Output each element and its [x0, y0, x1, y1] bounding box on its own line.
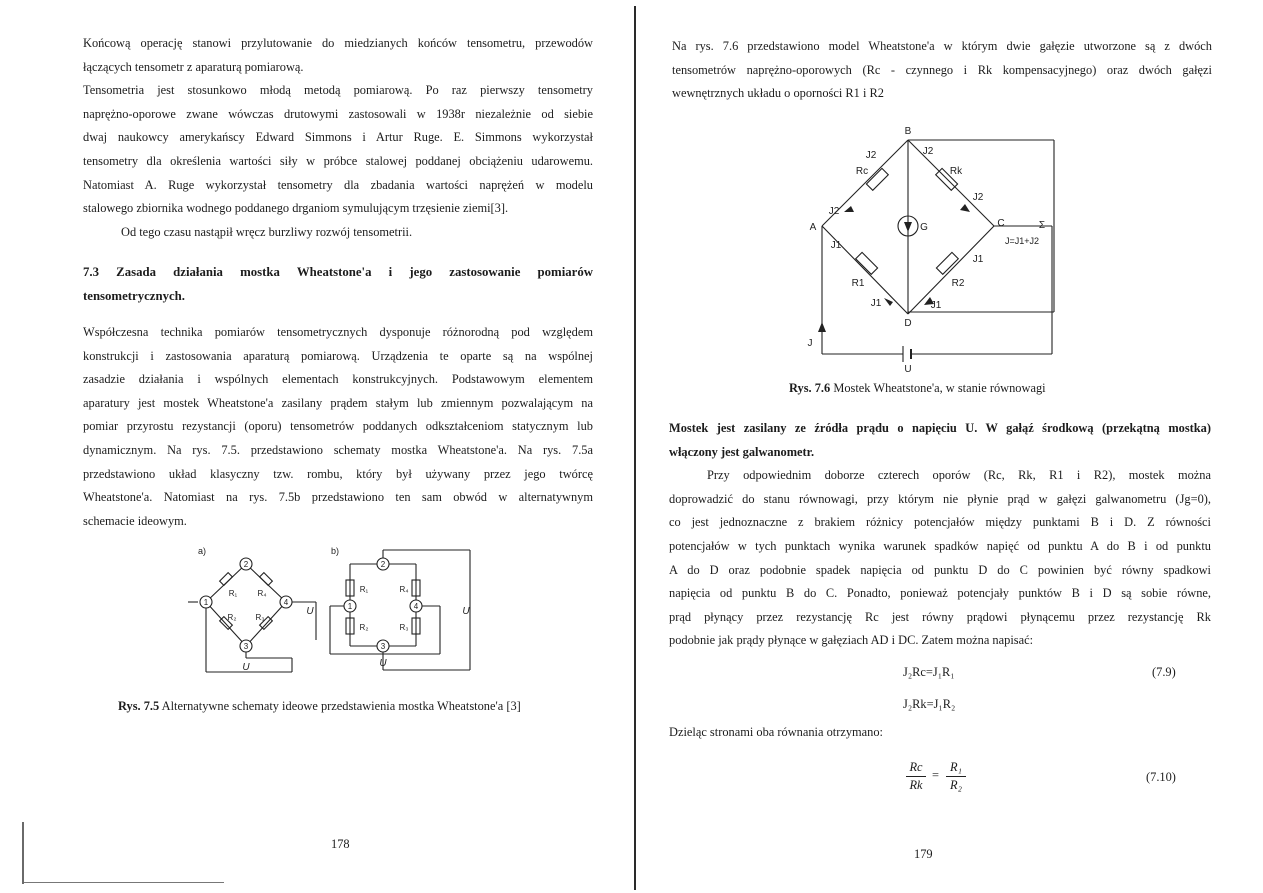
equation-7-9-b: J₂Rk=J₁R₂: [903, 697, 956, 711]
fraction-left: [906, 760, 926, 793]
source-label: U: [242, 662, 250, 673]
fraction-right: [946, 760, 966, 793]
node-c-label: C: [997, 218, 1005, 229]
text-line: konstrukcji i zastosowania aparaturą pomiarową. Urządzenia te oparte są na wspólnej: [83, 348, 593, 363]
text-line: tensometry dla określenia wartości siły w próbce stalowej poddanej obciążeniu udarowemu.: [83, 153, 593, 168]
current-sum-label: J=J1+J2: [1004, 236, 1040, 246]
current-j2-label: J2: [828, 206, 840, 217]
node-label: 1: [203, 598, 209, 607]
text-line: włączony jest galwanometr.: [669, 444, 815, 459]
text-line: dynamicznym. Na rys. 7.5. przedstawiono schematy mostka Wheatstone'a. Na rys. 7.5a: [83, 442, 593, 457]
node-label: 3: [243, 642, 249, 651]
source-label: U: [379, 658, 387, 669]
figure-caption-7-6: [789, 381, 1046, 396]
voltage-label: U: [306, 606, 314, 617]
text-line: Natomiast A. Ruge wykorzystał tensometry dla zbadania wartości naprężeń w modelu: [83, 177, 593, 192]
text-line: prąd płynący przez rezystancję Rc jest równy prądowi płynącemu przez rezystancję Rk: [669, 609, 1211, 624]
node-label: 2: [243, 560, 249, 569]
source-label: U: [904, 364, 912, 374]
voltage-label: U: [462, 606, 470, 617]
galvanometer-label: G: [920, 222, 928, 233]
resistor-label: R₄: [257, 589, 267, 598]
text-line: Na rys. 7.6 przedstawiono model Wheatstone'a w którym dwie gałęzie utworzone są z dwóch: [672, 39, 1212, 53]
resistor-label: R₄: [399, 585, 409, 594]
resistor-r1-label: R1: [851, 278, 865, 289]
denominator: Rk: [909, 778, 923, 792]
left-intro-paragraph: [83, 32, 593, 244]
equals-sign: =: [932, 768, 939, 782]
text-line: Współczesna technika pomiarów tensometrycznych dysponuje różnorodną pod względem: [83, 325, 593, 339]
text-line: łączących tensometr z aparaturą pomiarową.: [83, 59, 304, 74]
text-line: co jest jednoznaczne z brakiem różnicy potencjałów między punktami B i D. Z równości: [669, 515, 1211, 530]
resistor-r2-label: R2: [951, 278, 965, 289]
right-body-paragraph: [669, 417, 1211, 653]
current-j1-label: J1: [870, 298, 882, 309]
caption-prefix: Rys. 7.5: [118, 699, 160, 713]
resistor-rk-label: Rk: [949, 166, 963, 177]
equation-7-10: [906, 760, 976, 800]
node-label: 1: [347, 602, 353, 611]
caption-prefix: Rys. 7.6: [789, 381, 831, 395]
caption-text: Alternatywne schematy ideowe przedstawienia mostka Wheatstone'a [3]: [161, 699, 521, 713]
text-line: Wheatstone'a. Natomiast na rys. 7.5b przedstawiono ten sam obwód w alternatywnym: [83, 490, 593, 505]
side-label: Σ: [1038, 220, 1046, 231]
node-b-label: B: [904, 126, 912, 137]
node-label: 4: [283, 598, 289, 607]
text-line: tensometrów naprężno-oporowych (Rc - czynnego i Rk kompensacyjnego) oraz dwóch gałęzi: [672, 62, 1212, 77]
current-j1-label: J1: [972, 254, 984, 265]
text-line: stalowego zbiornika wodnego poddanego drganiom symulującym trzęsienie ziemi[3].: [83, 201, 509, 216]
text-line: przedstawiono układ klasyczny tzw. rombu, który był używany przez jego twórcę: [83, 466, 593, 481]
current-j1-label: J1: [930, 300, 942, 311]
resistor-label: R₂: [359, 623, 369, 632]
text-line: naprężno-oporowe zwane wówczas drutowymi zastosowali w 1938r niezależnie od siebie: [83, 106, 593, 121]
page-number-right: 179: [914, 847, 933, 861]
current-j2-label: J2: [922, 146, 934, 157]
node-label: 2: [380, 560, 386, 569]
text-line: wewnętrznych układu o oporności R1 i R2: [672, 86, 884, 101]
denominator: R₂: [950, 778, 962, 792]
left-body-paragraph: [83, 321, 593, 533]
page-number-left: 178: [331, 837, 350, 851]
text-line: aparatury jest mostek Wheatstone'a zasilany prądem stałym lub zmiennym pozwalającym na: [83, 395, 593, 410]
text-line: dwaj naukowcy amerykańscy Edward Simmons i Artur Ruge. E. Simmons wykorzystał: [83, 130, 593, 145]
figure-7-6: [798, 122, 1068, 374]
text-line: Końcową operację stanowi przylutowanie do miedzianych końców tensometru, przewodów: [83, 36, 593, 50]
text-line: Mostek jest zasilany ze źródła prądu o napięciu U. W gałąź środkową (przekątną mostka): [669, 421, 1211, 435]
current-j1-label: J1: [830, 240, 842, 251]
fig-a-label: a): [197, 546, 207, 556]
resistor-label: R₃: [399, 623, 409, 632]
heading-line: 7.3 Zasada działania mostka Wheatstone'a i jego zastosowanie pomiarów: [83, 265, 593, 279]
page-gutter: [634, 6, 636, 890]
text-line: potencjałów w tych punktach wynika warunek spadków napięć od punktu A do B i od punktu: [669, 538, 1211, 553]
text-line: doprowadzić do stanu równowagi, przy którym nie płynie prąd w gałęzi galwanometru (Jg=0),: [669, 491, 1211, 506]
dividing-text: Dzieląc stronami oba równania otrzymano:: [669, 725, 884, 739]
right-intro-paragraph: [672, 35, 1212, 106]
right-page: [638, 0, 1263, 893]
equation-number: (7.10): [1146, 770, 1176, 784]
node-label: 3: [380, 642, 386, 651]
text-line: podobnie jak prądy płynące w gałęziach AD i DC. Zatem można napisać:: [669, 633, 1034, 648]
fraction-bar: [946, 776, 966, 777]
caption-text: Mostek Wheatstone'a, w stanie równowagi: [833, 381, 1046, 395]
node-label: 4: [413, 602, 419, 611]
text-line: Przy odpowiednim doborze czterech oporów (Rc, Rk, R1 i R2), mostek można: [707, 468, 1211, 483]
resistor-label: R₂: [227, 613, 237, 622]
text-line: zasadzie działania i wspólnych elementach konstrukcyjnych. Podstawowym elementem: [83, 372, 593, 387]
resistor-label: R₁: [359, 585, 369, 594]
figure-7-5: [180, 540, 480, 690]
text-line: pomiar przyrostu rezystancji (oporu) tensometrów poddanych odkształceniom statycznym lub: [83, 419, 593, 434]
resistor-label: R₃: [255, 613, 265, 622]
section-heading: [83, 261, 593, 308]
numerator: Rc: [909, 760, 923, 774]
equation-7-9-a: J₂Rc=J₁R₁: [903, 665, 955, 679]
text-line: schemacie ideowym.: [83, 513, 187, 528]
node-d-label: D: [904, 318, 912, 329]
text-line: Tensometria jest stosunkowo młodą metodą pomiarową. Po raz pierwszy tensometry: [83, 83, 593, 98]
figure-caption-7-5: [118, 699, 521, 714]
text-line: napięcia od punktu B do C. Ponadto, ponieważ potencjały punktów B i D są sobie równe,: [669, 586, 1211, 601]
fig-b-label: b): [330, 546, 340, 556]
resistor-rc-label: Rc: [855, 166, 869, 177]
node-a-label: A: [809, 222, 817, 233]
current-j2-label: J2: [865, 150, 877, 161]
text-line: Od tego czasu nastąpił wręcz burzliwy rozwój tensometrii.: [121, 224, 413, 239]
resistor-label: R₁: [228, 589, 238, 598]
current-j2-label: J2: [972, 192, 984, 203]
equation-number: (7.9): [1152, 665, 1176, 679]
fraction-bar: [906, 776, 926, 777]
heading-line: tensometrycznych.: [83, 288, 185, 303]
text-line: A do D oraz podobnie spadek napięcia od punktu D do C powinien być równy spadkowi: [669, 562, 1211, 577]
numerator: R₁: [950, 760, 962, 774]
current-j-label: J: [807, 338, 813, 349]
